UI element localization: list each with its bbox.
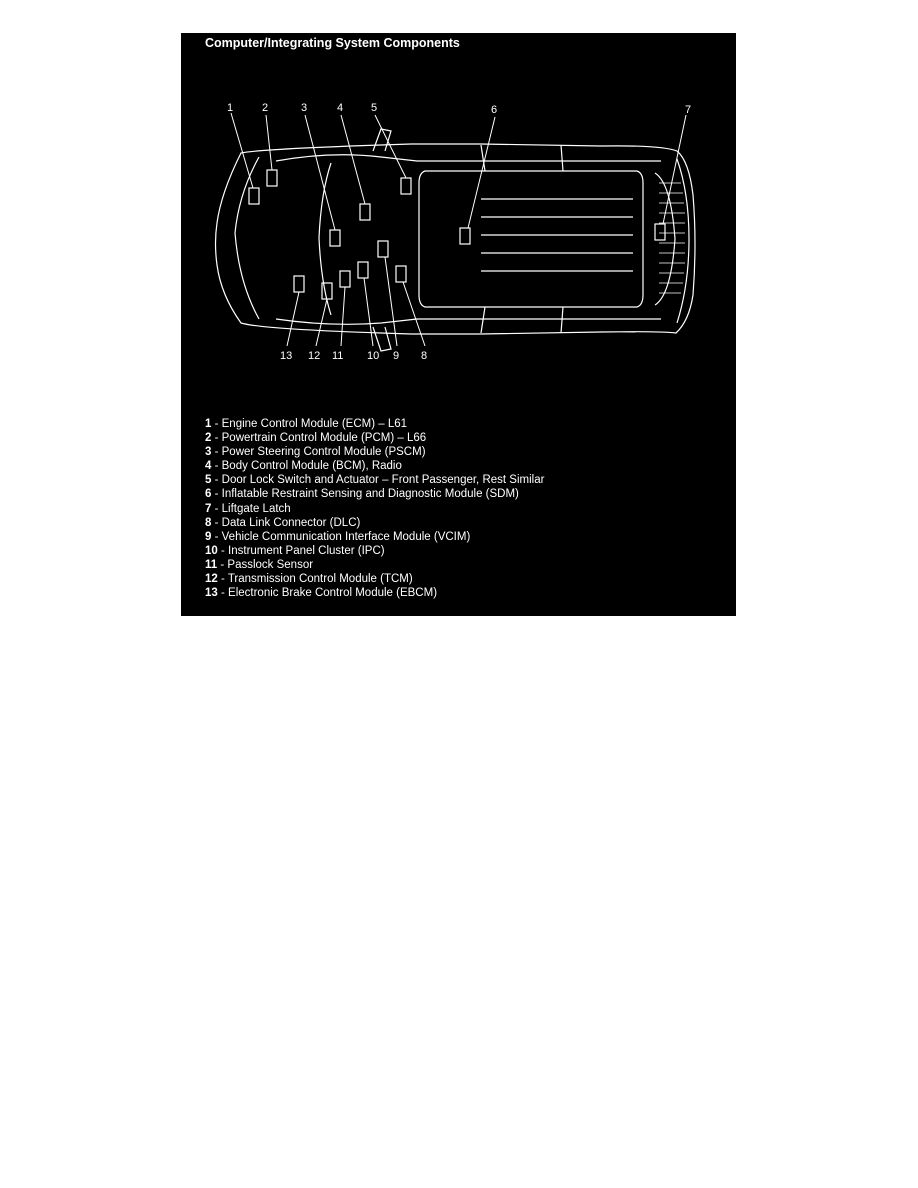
leader-line-13 [287,292,299,346]
component-box-3 [330,230,340,246]
callout-1: 1 [227,102,234,114]
legend-item: 11 - Passlock Sensor [205,558,314,571]
vehicle-body-outline [216,144,696,334]
callout-4: 4 [337,102,344,114]
diagram-title: Computer/Integrating System Components [205,36,460,50]
left-mirror [373,129,391,151]
legend-item: 6 - Inflatable Restraint Sensing and Diagnostic Module (SDM) [205,488,519,501]
callout-10: 10 [367,350,380,362]
component-box-9 [378,241,388,257]
leader-line-3 [305,115,335,230]
component-box-1 [249,188,259,204]
leader-line-12 [316,299,327,346]
legend-item: 4 - Body Control Module (BCM), Radio [205,460,402,473]
legend-item: 8 - Data Link Connector (DLC) [205,516,361,529]
leader-line-2 [266,115,272,170]
component-box-6 [460,228,470,244]
front-cabin-line-lower [276,319,417,324]
callout-13: 13 [280,350,293,362]
component-box-10 [358,262,368,278]
component-box-11 [340,271,350,287]
door-line [561,307,563,333]
leader-line-8 [403,282,425,346]
legend-item: 7 - Liftgate Latch [205,502,291,515]
legend-item: 2 - Powertrain Control Module (PCM) – L66 [205,432,427,445]
component-box-13 [294,276,304,292]
leader-line-1 [231,113,253,188]
door-line [481,307,485,333]
legend-item: 5 - Door Lock Switch and Actuator – Front Passenger, Rest Similar [205,474,545,487]
leader-line-7 [663,115,686,224]
component-box-2 [267,170,277,186]
liftgate-texture [659,183,685,293]
leader-line-5 [375,115,406,178]
callout-12: 12 [308,350,321,362]
legend-item: 9 - Vehicle Communication Interface Module (VCIM) [205,530,471,543]
roof-outline [419,171,643,307]
callout-9: 9 [393,350,400,362]
callout-6: 6 [491,104,498,116]
leader-line-10 [364,278,373,346]
callout-7: 7 [685,104,692,116]
component-box-7 [655,224,665,240]
callout-3: 3 [301,102,308,114]
callout-11: 11 [332,350,344,362]
vehicle-top-view-diagram [181,33,736,413]
door-line [561,145,563,171]
callout-5: 5 [371,102,378,114]
legend-item: 10 - Instrument Panel Cluster (IPC) [205,544,385,557]
diagram-panel [181,33,736,616]
legend-item: 1 - Engine Control Module (ECM) – L61 [205,418,408,430]
leader-line-4 [341,115,365,204]
component-box-8 [396,266,406,282]
callout-2: 2 [262,102,269,114]
callout-8: 8 [421,350,428,362]
component-box-4 [360,204,370,220]
legend-item: 13 - Electronic Brake Control Module (EBCM) [205,587,438,600]
leader-line-11 [341,287,345,346]
component-legend [205,417,544,600]
leader-line-6 [468,117,495,228]
legend-item: 12 - Transmission Control Module (TCM) [205,573,413,586]
right-mirror [373,327,391,351]
rear-bumper [677,159,689,323]
legend-item: 3 - Power Steering Control Module (PSCM) [205,446,426,459]
component-box-5 [401,178,411,194]
windshield-outline [319,163,331,315]
hood-outline [235,157,259,319]
